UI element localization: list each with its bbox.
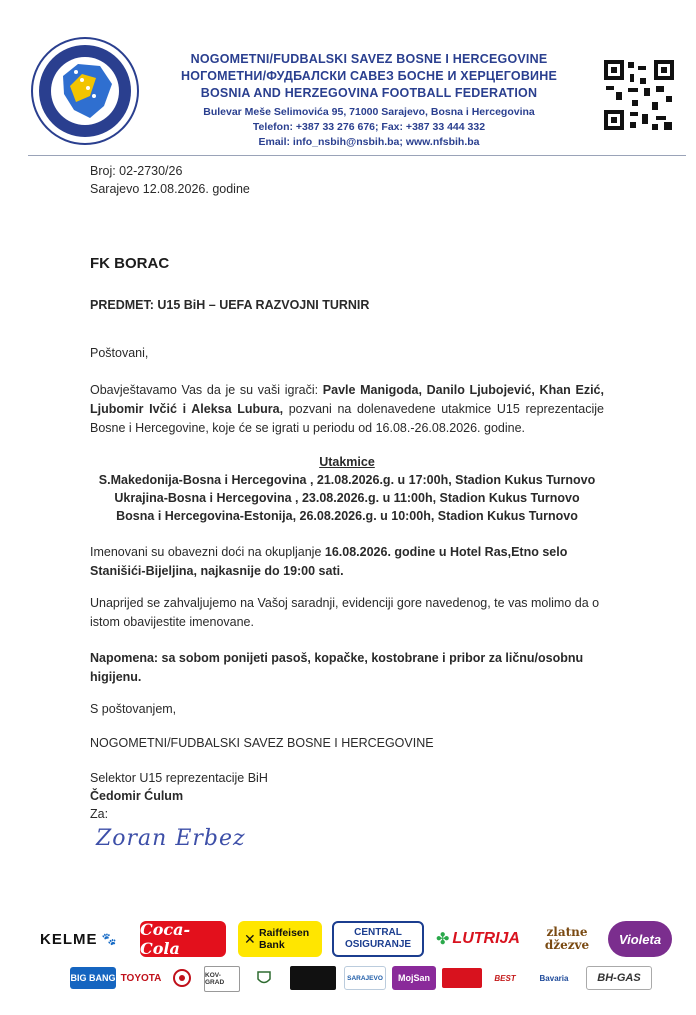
selector-title: Selektor U15 reprezentacije BiH bbox=[90, 771, 268, 785]
player-list: Pavle Manigoda, Danilo Ljubojević, Khan Ezić, Ljubomir Ivčić i Aleksa Lubura, bbox=[90, 383, 604, 416]
sponsor-logo-6 bbox=[290, 966, 336, 990]
crest-icon bbox=[255, 969, 273, 987]
note-text: : sa sobom ponijeti pasoš, kopačke, kostobrane i pribor za ličnu/osobnu higijenu. bbox=[90, 651, 584, 684]
federation-signature-line: NOGOMETNI/FUDBALSKI SAVEZ BOSNE I HERCEGOVINE bbox=[90, 736, 434, 750]
note-label: Napomena bbox=[90, 651, 154, 665]
sponsor-sarajevo: SARAJEVO bbox=[344, 966, 386, 990]
paragraph-invitation-intro: Obavještavamo Vas da je su vaši igrači: bbox=[90, 383, 323, 397]
paragraph-thanks: Unaprijed se zahvaljujemo na Vašoj saradnji, evidenciji gore navedenog, te vas molimo da o istom obavijestite imenovane. bbox=[90, 596, 600, 629]
sponsor-kelme-label: KELME bbox=[40, 930, 98, 948]
federation-name-cyrillic: НОГОМЕТНИ/ФУДБАЛСКИ САВЕЗ БОСНЕ И ХЕРЦЕГОВИНЕ bbox=[180, 69, 558, 83]
sponsor-best: BEST bbox=[494, 973, 516, 983]
sponsor-kelme bbox=[40, 924, 128, 954]
sponsor-raiffeisen bbox=[238, 921, 322, 957]
greeting: Poštovani, bbox=[90, 346, 149, 360]
recipient: FK BORAC bbox=[90, 255, 170, 272]
header-divider bbox=[28, 155, 686, 156]
sponsor-logo-9 bbox=[442, 968, 482, 988]
federation-email: Email: info_nsbih@nsbih.ba; www.nfsbih.ba bbox=[258, 136, 480, 148]
federation-address: Bulevar Meše Selimovića 95, 71000 Sarajevo, Bosna i Hercegovina bbox=[203, 106, 535, 118]
sponsor-bavaria: Bavaria bbox=[539, 973, 569, 983]
sponsor-logo-5 bbox=[244, 966, 284, 990]
subject: PREDMET: U15 BiH – UEFA RAZVOJNI TURNIR bbox=[90, 298, 370, 312]
federation-name-latin: NOGOMETNI/FUDBALSKI SAVEZ BOSNE I HERCEGOVINE bbox=[190, 52, 548, 66]
sponsor-central-osiguranje: CENTRAL OSIGURANJE bbox=[332, 921, 424, 957]
gathering-details: 16.08.2026. godine u Hotel Ras,Etno selo Stanišići-Bijeljina, najkasnije do 19:00 sati. bbox=[90, 545, 568, 578]
document-place-date: Sarajevo 12.08.2026. godine bbox=[90, 182, 250, 196]
sponsor-zlatne-dzezve: zlatne džezve bbox=[544, 925, 590, 952]
sponsor-raiffeisen-label: Raiffeisen Bank bbox=[259, 927, 310, 951]
paw-icon: 🐾 bbox=[101, 932, 118, 946]
raiffeisen-cross-icon: ✕ bbox=[244, 931, 256, 947]
sponsor-big-bang: BIG BANG bbox=[70, 967, 116, 989]
sponsor-violeta: Violeta bbox=[608, 921, 672, 957]
federation-name-english: BOSNIA AND HERZEGOVINA FOOTBALL FEDERATION bbox=[200, 86, 538, 100]
federation-phone: Telefon: +387 33 276 676; Fax: +387 33 444 332 bbox=[252, 121, 486, 133]
sponsor-logo-3 bbox=[166, 966, 198, 990]
note bbox=[90, 649, 590, 687]
handwritten-signature: Zoran Erbez bbox=[96, 826, 246, 851]
sponsor-mojsan: MojSan bbox=[392, 966, 436, 990]
sponsor-coca-cola: Coca-Cola bbox=[140, 921, 226, 957]
sponsor-bh-gas: BH-GAS bbox=[586, 966, 652, 990]
paragraph-invitation bbox=[90, 381, 604, 438]
federation-logo bbox=[30, 36, 140, 146]
matches-title: Utakmice bbox=[319, 455, 375, 469]
closing: S poštovanjem, bbox=[90, 702, 177, 716]
sponsor-lutrija-label: LUTRIJA bbox=[452, 930, 520, 947]
clover-icon: ✤ bbox=[436, 931, 450, 948]
qr-code-icon bbox=[602, 58, 676, 132]
sponsor-lutrija bbox=[432, 921, 524, 957]
for-label: Za: bbox=[90, 807, 109, 821]
selector-name: Čedomir Ćulum bbox=[90, 789, 184, 803]
paragraph-gathering bbox=[90, 543, 604, 581]
match-item: Bosna i Hercegovina-Estonija, 26.08.2026.g. u 10:00h, Stadion Kukus Turnovo bbox=[116, 509, 578, 523]
emblem-icon bbox=[172, 968, 192, 988]
sponsor-kov-grad: KOV-GRAD bbox=[204, 966, 240, 992]
paragraph-gathering-intro: Imenovani su obavezni doći na okupljanje bbox=[90, 545, 325, 559]
paragraph-invitation-rest: pozvani na dolenavedene utakmice U15 reprezentacije Bosne i Hercegovine, koje će se igrati u periodu od 16.08.-26.08.2026. godine. bbox=[90, 402, 604, 435]
sponsor-toyota: TOYOTA bbox=[120, 972, 162, 984]
match-item: Ukrajina-Bosna i Hercegovina , 23.08.2026.g. u 11:00h, Stadion Kukus Turnovo bbox=[114, 491, 580, 505]
document-number: Broj: 02-2730/26 bbox=[90, 164, 183, 178]
match-item: S.Makedonija-Bosna i Hercegovina , 21.08.2026.g. u 17:00h, Stadion Kukus Turnovo bbox=[98, 473, 596, 487]
